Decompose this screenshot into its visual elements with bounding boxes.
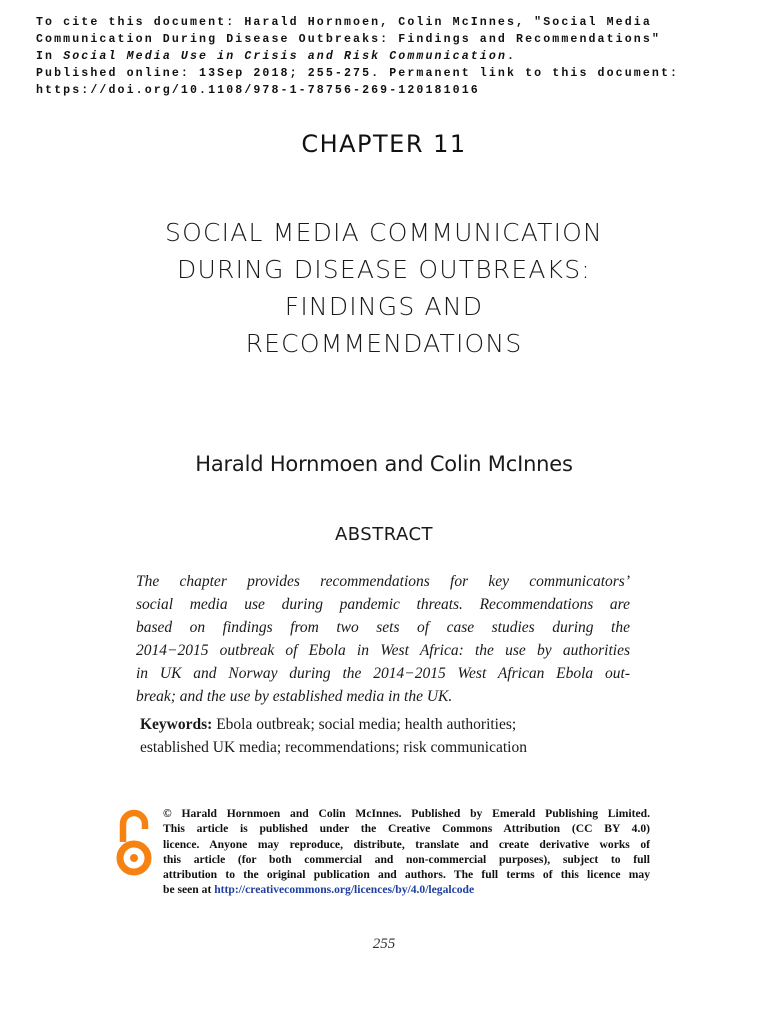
- abstract-line: based on findings from two sets of case studies during the: [136, 619, 630, 636]
- chapter-label: CHAPTER 11: [301, 130, 467, 158]
- citation-block: [36, 14, 746, 99]
- license-notice: [163, 806, 650, 898]
- citation-book-title: Social Media Use in Crisis and Risk Communication: [63, 50, 507, 63]
- page-number: 255: [372, 936, 396, 952]
- citation-in-prefix: In: [36, 50, 64, 63]
- keywords: [140, 713, 630, 759]
- abstract-heading: ABSTRACT: [334, 524, 434, 545]
- citation-in-suffix: .: [507, 50, 517, 63]
- keywords-text: Ebola outbreak; social media; health authorities;: [216, 716, 517, 733]
- authors: Harald Hornmoen and Colin McInnes: [195, 452, 573, 476]
- abstract-line: break; and the use by established media in the UK.: [136, 688, 453, 705]
- abstract-text: [136, 570, 630, 708]
- license-link-prefix: be seen at: [163, 883, 215, 897]
- chapter-title-line: DURING DISEASE OUTBREAKS:: [177, 255, 591, 284]
- license-line: © Harald Hornmoen and Colin McInnes. Published by Emerald Publishing Limited.: [163, 807, 650, 820]
- chapter-title-line: FINDINGS AND: [284, 292, 484, 321]
- keywords-line: [140, 713, 630, 736]
- citation-line: Published online: 13Sep 2018; 255-275. Permanent link to this document:: [36, 67, 680, 80]
- open-access-icon: [114, 808, 154, 880]
- abstract-line: The chapter provides recommendations for key communicators’: [136, 573, 630, 590]
- license-line: this article (for both commercial and non-commercial purposes), subject to full: [163, 852, 650, 866]
- abstract-line: social media use during pandemic threats. Recommendations are: [136, 596, 630, 613]
- license-link[interactable]: http://creativecommons.org/licences/by/4.0/legalcode: [214, 883, 475, 897]
- citation-book-line: [36, 48, 746, 65]
- license-line: This article is published under the Creative Commons Attribution (CC BY 4.0): [163, 822, 650, 836]
- chapter-title-line: RECOMMENDATIONS: [245, 329, 523, 358]
- citation-line: Communication During Disease Outbreaks: Findings and Recommendations": [36, 33, 661, 46]
- chapter-title-line: SOCIAL MEDIA COMMUNICATION: [165, 218, 603, 247]
- citation-doi-link[interactable]: https://doi.org/10.1108/978-1-78756-269-120181016: [36, 84, 480, 97]
- chapter-title: [84, 214, 684, 362]
- abstract-line: in UK and Norway during the 2014−2015 West African Ebola out-: [136, 665, 630, 682]
- license-line: [163, 882, 650, 897]
- citation-line: To cite this document: Harald Hornmoen, Colin McInnes, "Social Media: [36, 16, 652, 29]
- keywords-label: Keywords:: [140, 716, 213, 733]
- license-line: licence. Anyone may reproduce, distribute, translate and create derivative works of: [163, 837, 650, 851]
- keywords-line: established UK media; recommendations; risk communication: [140, 739, 527, 756]
- license-line: attribution to the original publication and authors. The full terms of this licence may: [163, 868, 650, 882]
- abstract-line: 2014−2015 outbreak of Ebola in West Africa: the use by authorities: [136, 642, 630, 659]
